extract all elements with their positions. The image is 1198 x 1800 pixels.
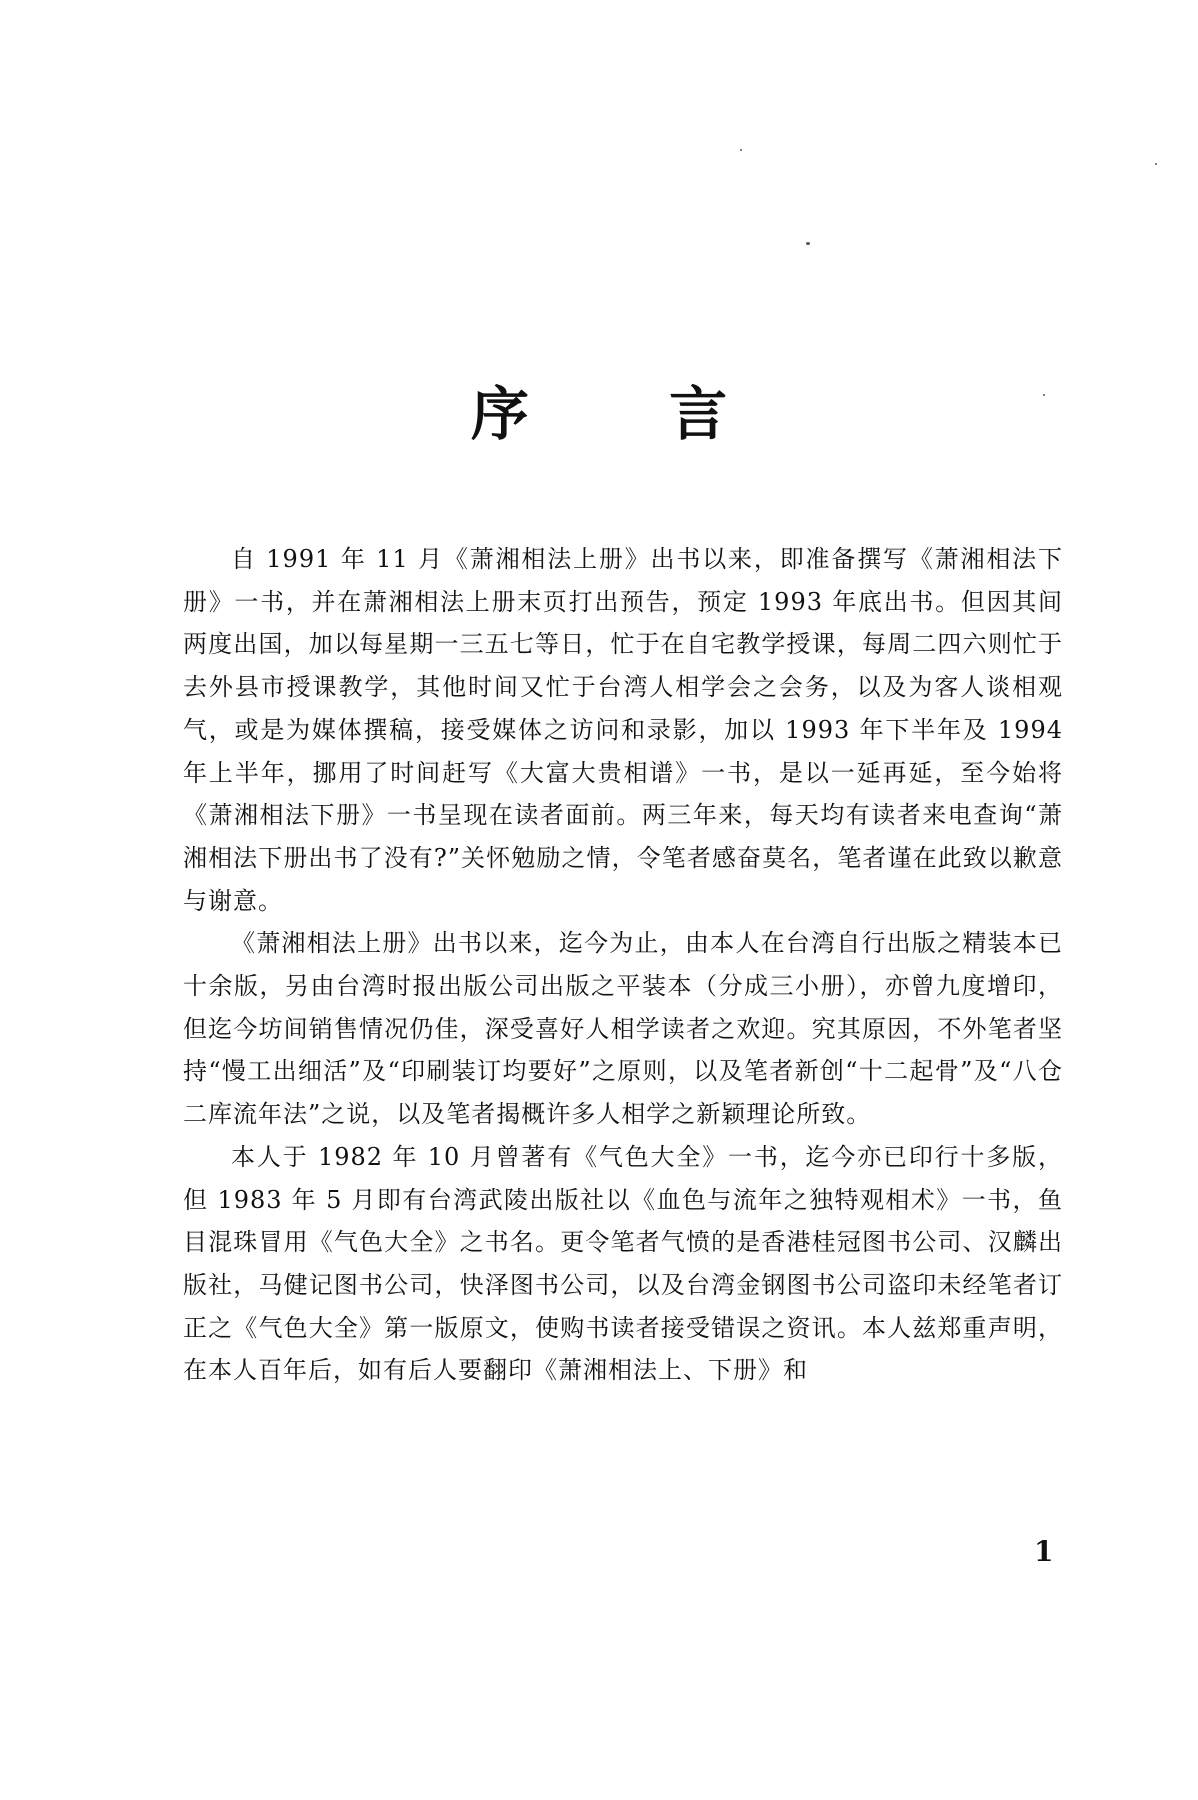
page-title: 序 言	[470, 379, 788, 448]
paragraph-3: 本人于 1982 年 10 月曾著有《气色大全》一书，迄今亦已印行十多版，但 1983 年 5 月即有台湾武陵出版社以《血色与流年之独特观相术》一书，鱼目混珠冒用《气色大全》之书名。更令笔者气愤的是香港桂冠图书公司、汉麟出版社，马健记图书公司，快泽图书公司，以及台湾金钢图书公司盗印未经笔者订正之《气色大全》第一版原文，使购书读者接受错误之资讯。本人兹郑重声明，在本人百年后，如有后人要翻印《萧湘相法上、下册》和	[183, 1142, 1063, 1385]
paragraph-2: 《萧湘相法上册》出书以来，迄今为止，由本人在台湾自行出版之精装本已十余版，另由台湾时报出版公司出版之平装本（分成三小册），亦曾九度增印，但迄今坊间销售情况仍佳，深受喜好人相学读者之欢迎。究其原因，不外笔者坚持“慢工出细活”及“印刷装订均要好”之原则，以及笔者新创“十二起骨”及“八仓二库流年法”之说，以及笔者揭概许多人相学之新颖理论所致。	[183, 929, 1063, 1129]
scan-speck	[806, 242, 810, 245]
body-text	[183, 538, 1063, 1392]
paragraph-1: 自 1991 年 11 月《萧湘相法上册》出书以来，即准备撰写《萧湘相法下册》一书，并在萧湘相法上册末页打出预告，预定 1993 年底出书。但因其间两度出国，加以每星期一三五七等日，忙于在自宅教学授课，每周二四六则忙于去外县市授课教学，其他时间又忙于台湾人相学会之会务，以及为客人谈相观气，或是为媒体撰稿，接受媒体之访问和录影，加以 1993 年下半年及 1994 年上半年，挪用了时间赶写《大富大贵相谱》一书，是以一延再延，至今始将《萧湘相法下册》一书呈现在读者面前。两三年来，每天均有读者来电查询“萧湘相法下册出书了没有?”关怀勉励之情，令笔者感奋莫名，笔者谨在此致以歉意与谢意。	[183, 545, 1063, 915]
scan-speck	[1155, 163, 1157, 165]
scan-speck	[740, 149, 742, 151]
scan-speck	[1043, 394, 1045, 396]
page-number: 1	[1034, 1535, 1054, 1568]
